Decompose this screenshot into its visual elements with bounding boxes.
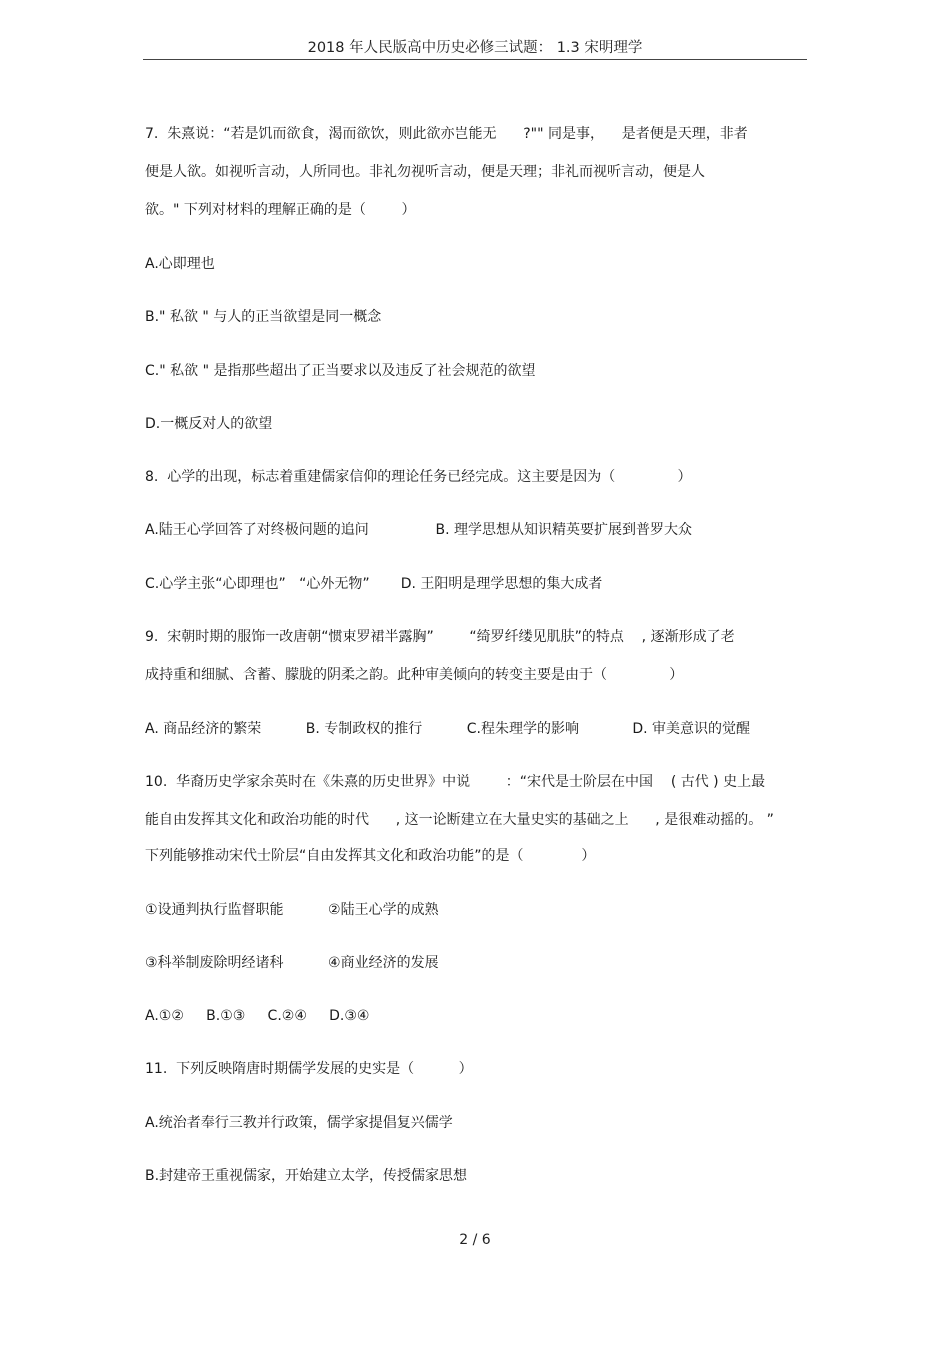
- q7-stem-line-1: 7. 朱熹说：“若是饥而欲食，渴而欲饮，则此欲亦岂能无 ?"" 同是事， 是者便是天理，非者: [145, 126, 748, 142]
- q9-stem-line-1: 9. 宋朝时期的服饰一改唐朝“惯束罗裙半露胸” “绮罗纤缕见肌肤”的特点 , 逐渐形成了老: [145, 629, 735, 645]
- q8-stem-line-1: 8. 心学的出现，标志着重建儒家信仰的理论任务已经完成。这主要是因为（ ）: [145, 469, 692, 485]
- q11-option-b: B.封建帝王重视儒家，开始建立太学，传授儒家思想: [145, 1168, 468, 1184]
- q7-option-d: D.一概反对人的欲望: [145, 416, 273, 432]
- header-divider: [143, 59, 807, 60]
- q11-option-a: A.统治者奉行三教并行政策，儒学家提倡复兴儒学: [145, 1115, 453, 1131]
- q8-options-ab: A.陆王心学回答了对终极问题的追问 B. 理学思想从知识精英要扩展到普罗大众: [145, 522, 693, 538]
- q11-stem-line-1: 11. 下列反映隋唐时期儒学发展的史实是（ ）: [145, 1061, 473, 1077]
- q8-options-cd: C.心学主张“心即理也” “心外无物” D. 王阳明是理学思想的集大成者: [145, 576, 603, 592]
- page-header-title: 2018 年人民版高中历史必修三试题： 1.3 宋明理学: [307, 40, 643, 56]
- q9-options: A. 商品经济的繁荣 B. 专制政权的推行 C.程朱理学的影响 D. 审美意识的觉醒: [145, 721, 751, 737]
- q7-stem-line-2: 便是人欲。如视听言动，人所同也。非礼勿视听言动，便是天理；非礼而视听言动，便是人: [145, 164, 705, 180]
- q7-option-b: B." 私欲 " 与人的正当欲望是同一概念: [145, 309, 382, 325]
- q10-stem-line-1: 10. 华裔历史学家余英时在《朱熹的历史世界》中说 ：“宋代是士阶层在中国 ( 古代 ) 史上最: [145, 774, 766, 790]
- q10-options: A.①② B.①③ C.②④ D.③④: [145, 1008, 370, 1024]
- q9-stem-line-2: 成持重和细腻、含蓄、朦胧的阴柔之韵。此种审美倾向的转变主要是由于（ ）: [145, 667, 684, 683]
- q10-stem-line-3: 下列能够推动宋代士阶层“自由发挥其文化和政治功能”的是（ ）: [145, 848, 596, 864]
- q7-stem-line-3: 欲。" 下列对材料的理解正确的是（ ）: [145, 202, 416, 218]
- q7-option-a: A.心即理也: [145, 256, 215, 272]
- page-number: 2 / 6: [459, 1232, 491, 1248]
- q10-items-3-4: ③科举制废除明经诸科 ④商业经济的发展: [145, 955, 439, 971]
- q10-items-1-2: ①设通判执行监督职能 ②陆王心学的成熟: [145, 902, 439, 918]
- q10-stem-line-2: 能自由发挥其文化和政治功能的时代 , 这一论断建立在大量史实的基础之上 , 是很难动摇的。 ”: [145, 812, 774, 828]
- q7-option-c: C." 私欲 " 是指那些超出了正当要求以及违反了社会规范的欲望: [145, 363, 536, 379]
